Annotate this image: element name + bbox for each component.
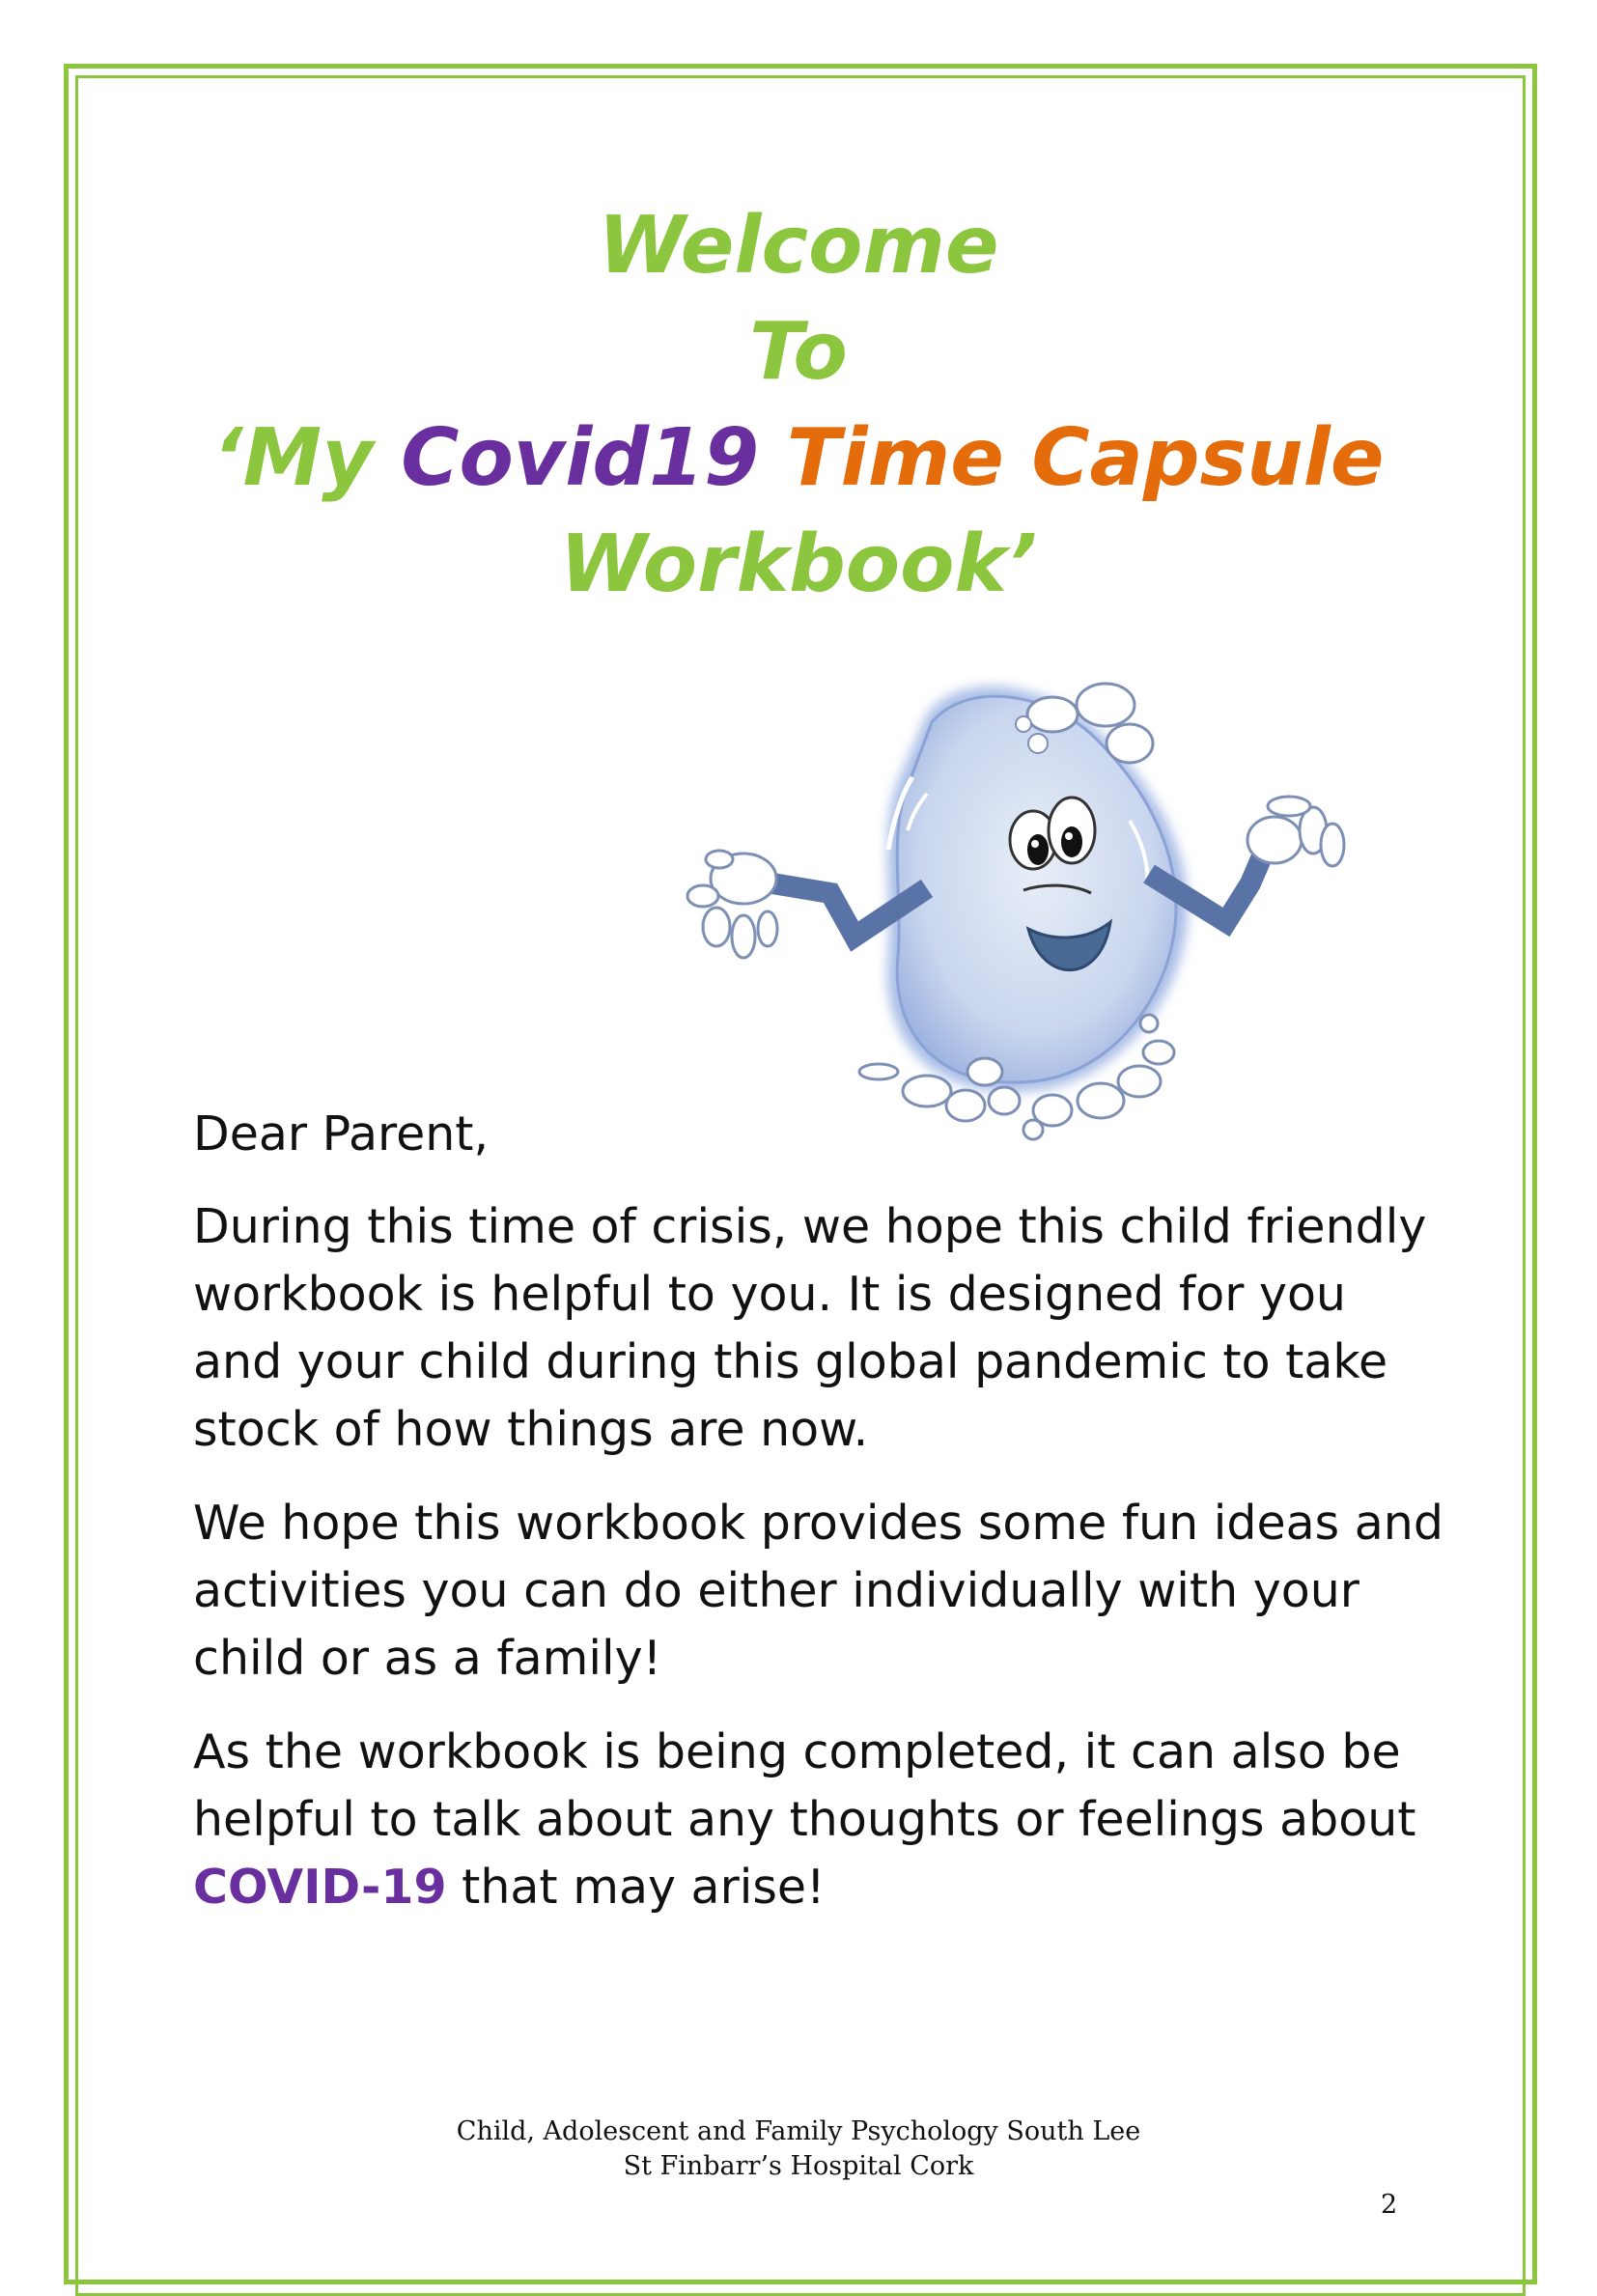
paragraph-intro: During this time of crisis, we hope this child friendly workbook is helpful to you. It is designed for you and your child during this global pandemic to take stock of how things are now. <box>193 1199 1427 1457</box>
paragraph-feelings-end: that may arise! <box>446 1860 826 1915</box>
cartoon-virus-character-icon <box>647 676 1439 1159</box>
footer-organization: Child, Adolescent and Family Psychology South Lee <box>456 2116 1141 2146</box>
letter-body <box>193 1101 1448 1947</box>
title-line-workbook: Workbook’ <box>559 518 1038 610</box>
title-line-to: To <box>749 306 848 398</box>
title-time-capsule: Time Capsule <box>786 412 1385 504</box>
page-number: 2 <box>1381 2190 1398 2220</box>
page-title <box>0 193 1597 618</box>
salutation: Dear Parent, <box>193 1106 490 1162</box>
paragraph-activities: We hope this workbook provides some fun ideas and activities you can do either individually with your child or as a family! <box>193 1496 1443 1686</box>
footer-hospital: St Finbarr’s Hospital Cork <box>623 2151 974 2181</box>
footer <box>0 2114 1597 2184</box>
paragraph-feelings <box>193 1719 1448 1921</box>
title-line-workbook-name <box>0 406 1597 512</box>
title-covid19: Covid19 <box>401 412 787 504</box>
title-line-welcome: Welcome <box>598 200 999 292</box>
covid19-highlight: COVID-19 <box>193 1860 447 1915</box>
title-my: ‘My <box>212 412 402 504</box>
paragraph-feelings-start: As the workbook is being completed, it can also be helpful to talk about any thoughts or feelings about <box>193 1724 1416 1847</box>
